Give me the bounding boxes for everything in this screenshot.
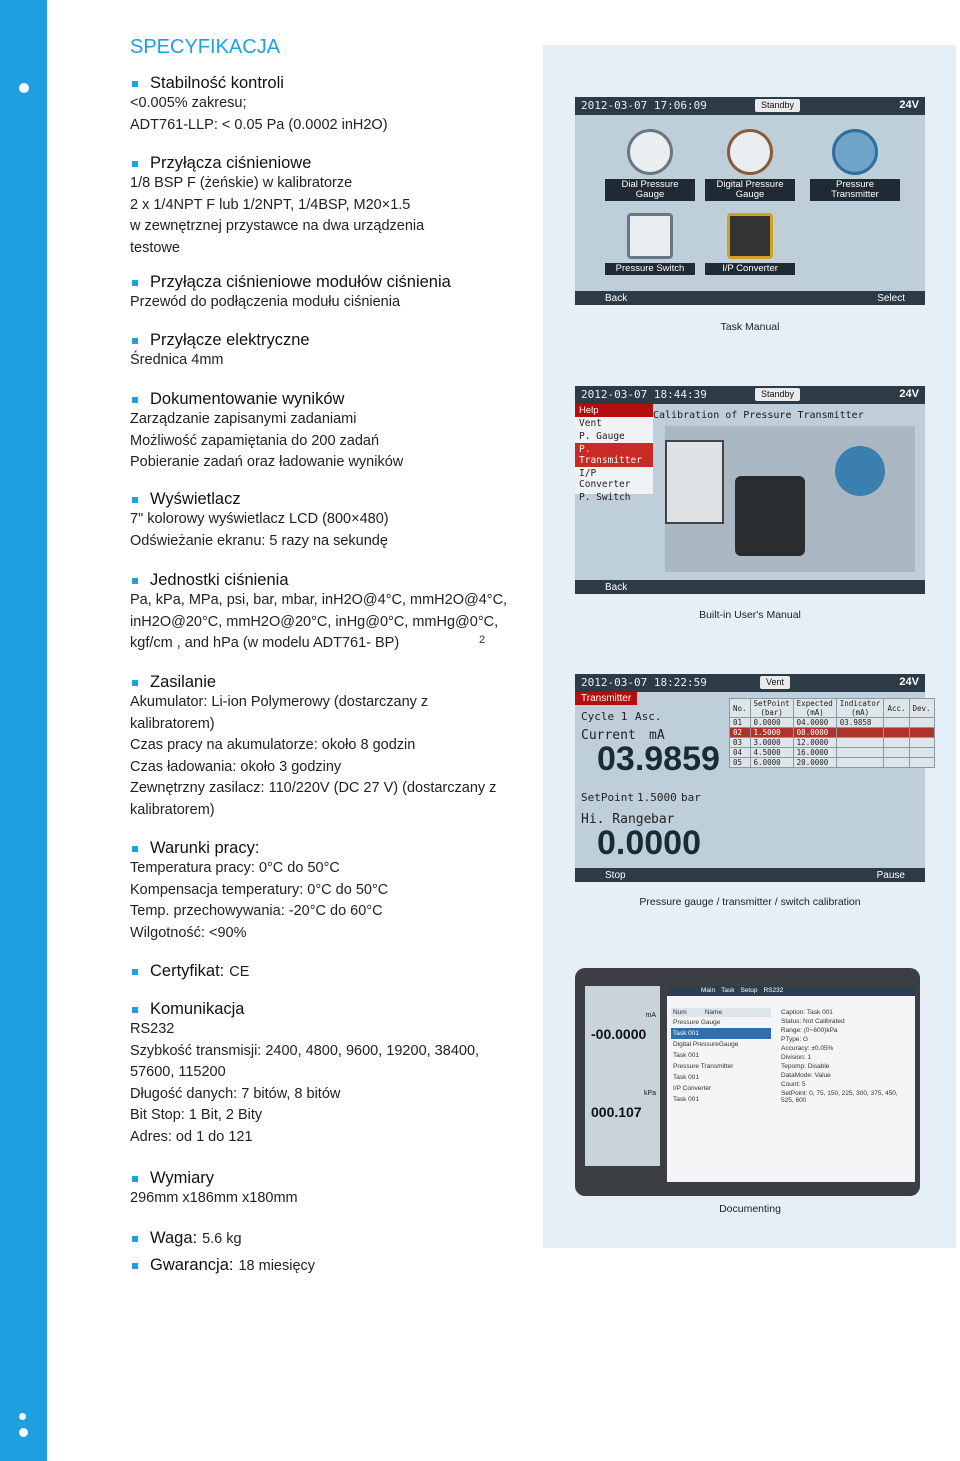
task-info <box>779 1008 909 1105</box>
cycle-label: Cycle 1 <box>581 710 628 723</box>
table-header-cell: Dev. <box>909 699 934 718</box>
tile-ip-converter[interactable]: I/P Converter <box>705 213 795 275</box>
spec-section <box>130 154 525 259</box>
spec-line: 296mm x186mm x180mm <box>130 1190 298 1206</box>
table-cell <box>884 718 909 728</box>
range-label: Hi. Range <box>581 812 652 827</box>
menu-item-vent[interactable]: Vent <box>579 418 602 429</box>
screenshot-task-manual <box>575 97 925 305</box>
spec-section <box>130 1000 525 1148</box>
info-row: DataMode: Value <box>781 1072 831 1079</box>
bullet-icon <box>132 81 138 87</box>
action-bar <box>575 291 925 305</box>
spec-section <box>130 74 525 136</box>
help-menu <box>575 404 653 503</box>
pressure-switch-icon <box>627 213 673 259</box>
heading-text: Wyświetlacz <box>150 490 241 508</box>
table-cell <box>836 738 884 748</box>
heading-text: Zasilanie <box>150 673 217 691</box>
table-cell: 16.0000 <box>793 748 836 758</box>
table-cell: 01 <box>730 718 751 728</box>
spec-section <box>130 1169 525 1210</box>
spec-line: Długość danych: 7 bitów, 8 bitów <box>130 1085 341 1102</box>
table-cell: 1.5000 <box>750 728 793 738</box>
info-row: Range: (0~600)kPa <box>781 1027 838 1034</box>
stop-button[interactable]: Stop <box>605 870 626 881</box>
current-label: Current <box>581 728 636 743</box>
section-heading <box>130 331 525 350</box>
spec-line: Możliwość zapamiętania do 200 zadań <box>130 432 380 449</box>
spec-section <box>130 571 525 655</box>
action-bar <box>575 868 925 882</box>
help-header: Help <box>575 404 653 417</box>
section-heading <box>130 1229 525 1248</box>
spec-line: ADT761-LLP: < 0.05 Pa (0.0002 inH2O) <box>130 116 388 133</box>
reading-2: 000.107 <box>591 1104 642 1120</box>
calibrator-icon <box>735 476 805 556</box>
spec-section <box>130 273 525 314</box>
transmitter-icon <box>832 129 878 175</box>
table-row[interactable] <box>730 738 935 748</box>
spec-line: kgf/cm , and hPa (w modelu ADT761- BP) <box>130 635 400 651</box>
current-value: 03.9859 <box>597 740 720 778</box>
spec-line: <0.005% zakresu; <box>130 95 247 111</box>
section-heading <box>130 154 525 173</box>
info-row: Caption: Task 001 <box>781 1009 833 1016</box>
table-cell <box>836 728 884 738</box>
table-cell <box>909 758 934 768</box>
select-button[interactable]: Select <box>877 293 905 304</box>
menu-item-transmitter[interactable]: P. Transmitter <box>575 443 653 467</box>
pause-button[interactable]: Pause <box>876 870 905 881</box>
caption-task-manual: Task Manual <box>720 321 780 333</box>
status-bar <box>575 674 925 692</box>
bullet-icon <box>132 969 138 975</box>
decor-dot <box>19 1428 28 1437</box>
menu-item-switch[interactable]: P. Switch <box>579 492 631 503</box>
bullet-icon <box>132 680 138 686</box>
list-item[interactable]: I/P Converter <box>673 1085 712 1092</box>
battery-voltage: 24V <box>899 99 919 111</box>
spec-line: Temperatura pracy: 0°C do 50°C <box>130 860 340 876</box>
digital-gauge-icon <box>727 129 773 175</box>
table-cell <box>884 738 909 748</box>
table-cell <box>909 738 934 748</box>
setpoint-unit: bar <box>681 791 701 804</box>
table-header-cell: SetPoint (bar) <box>750 699 793 718</box>
tile-pressure-switch[interactable]: Pressure Switch <box>605 213 695 275</box>
list-header <box>671 1008 771 1017</box>
timestamp: 2012-03-07 18:44:39 <box>581 388 707 401</box>
spec-line: kalibratorem) <box>130 715 215 732</box>
setpoint-label: SetPoint <box>581 791 634 804</box>
list-item[interactable]: Pressure Transmitter <box>673 1063 734 1070</box>
info-row: Tepomp: Disable <box>781 1063 830 1070</box>
list-header-cell: Name <box>704 1009 723 1016</box>
spec-line: Kompensacja temperatury: 0°C do 50°C <box>130 881 389 898</box>
table-cell: 04.0000 <box>793 718 836 728</box>
transmitter-icon <box>835 446 885 496</box>
calibrator-image <box>665 426 915 572</box>
table-cell <box>884 758 909 768</box>
table-cell: 08.0000 <box>793 728 836 738</box>
bullet-icon <box>132 161 138 167</box>
section-heading <box>130 74 525 93</box>
section-heading <box>130 1169 525 1188</box>
table-header-cell: Acc. <box>884 699 909 718</box>
table-cell <box>909 748 934 758</box>
spec-section <box>130 331 525 372</box>
spec-line: Akumulator: Li-ion Polymerowy (dostarczany z <box>130 694 429 710</box>
table-cell <box>836 758 884 768</box>
back-button[interactable]: Back <box>605 582 628 593</box>
sidebar-stripe <box>0 0 47 1461</box>
ip-converter-icon <box>727 213 773 259</box>
section-heading <box>130 571 525 590</box>
table-cell: 6.0000 <box>750 758 793 768</box>
screenshot-calibration <box>575 674 931 882</box>
table-cell: 03.9858 <box>836 718 884 728</box>
table-cell: 04 <box>730 748 751 758</box>
section-heading <box>130 1256 525 1275</box>
table-cell: 05 <box>730 758 751 768</box>
spec-line: kalibratorem) <box>130 801 215 818</box>
action-bar <box>575 580 925 594</box>
spec-line: Średnica 4mm <box>130 352 224 368</box>
heading-text: Wymiary <box>150 1169 215 1187</box>
superscript: 2 <box>479 634 486 646</box>
table-cell <box>909 718 934 728</box>
heading-value: 5.6 kg <box>202 1230 242 1247</box>
setpoint-value: 1.5000 <box>637 791 677 804</box>
spec-line: Zewnętrzny zasilacz: 110/220V (DC 27 V) (dostarczany z <box>130 780 497 796</box>
table-cell: 4.5000 <box>750 748 793 758</box>
list-item[interactable]: Task 001 <box>671 1028 771 1039</box>
spec-line: 7" kolorowy wyświetlacz LCD (800×480) <box>130 511 389 527</box>
heading-text: Przyłącze elektryczne <box>150 331 310 349</box>
section-heading <box>130 1000 525 1019</box>
table-cell: 02 <box>730 728 751 738</box>
direction-label: Asc. <box>635 710 662 723</box>
list-header-cell: Num <box>673 1009 687 1016</box>
heading-text: Przyłącza ciśnieniowe modułów ciśnienia <box>150 273 451 291</box>
bullet-icon <box>132 280 138 286</box>
heading-text: Komunikacja <box>150 1000 245 1018</box>
tile-transmitter[interactable]: Pressure Transmitter <box>810 129 900 201</box>
manual-title: Calibration of Pressure Transmitter <box>653 410 864 421</box>
heading-text: Jednostki ciśnienia <box>150 571 289 589</box>
caption-calibration: Pressure gauge / transmitter / switch calibration <box>639 896 861 908</box>
spec-line: 2 x 1/4NPT F lub 1/2NPT, 1/4BSP, M20×1.5 <box>130 196 411 213</box>
reading-1: -00.0000 <box>591 1026 647 1042</box>
spec-header <box>130 36 530 65</box>
bullet-icon <box>132 1176 138 1182</box>
reading-2-unit: kPa <box>643 1090 656 1097</box>
table-cell: 3.0000 <box>750 738 793 748</box>
status-bar <box>575 97 925 115</box>
info-row: Accuracy: ±0.05% <box>781 1045 834 1052</box>
current-unit: mA <box>649 728 665 743</box>
wiring-panel-icon <box>665 440 724 524</box>
spec-line: Wilgotność: <90% <box>130 924 247 941</box>
section-heading <box>130 390 525 409</box>
section-heading <box>130 273 525 292</box>
timestamp: 2012-03-07 17:06:09 <box>581 99 707 112</box>
spec-section <box>130 1256 525 1275</box>
bullet-icon <box>132 397 138 403</box>
info-row: Status: Not Calibrated <box>781 1018 845 1025</box>
heading-text: Warunki pracy: <box>150 839 260 857</box>
spec-line: 57600, 115200 <box>130 1064 226 1080</box>
list-item[interactable]: Pressure Gauge <box>673 1019 721 1026</box>
list-item[interactable]: Task 001 <box>673 1052 700 1059</box>
app-tab[interactable]: RS232 <box>763 987 784 994</box>
bullet-icon <box>132 578 138 584</box>
table-header-cell: Indicator (mA) <box>836 699 884 718</box>
section-heading <box>130 673 525 692</box>
table-cell <box>909 728 934 738</box>
spec-line: inH2O@20°C, mmH2O@20°C, inHg@0°C, mmHg@0°C, <box>130 613 499 630</box>
list-item[interactable]: Task 001 <box>673 1074 700 1081</box>
screenshot-documenting <box>575 968 920 1196</box>
table-cell <box>884 748 909 758</box>
bullet-icon <box>132 1263 138 1269</box>
back-button[interactable]: Back <box>605 293 628 304</box>
screenshot-user-manual <box>575 386 925 594</box>
app-tab[interactable]: Main <box>701 987 716 994</box>
bullet-icon <box>132 1007 138 1013</box>
section-heading <box>130 839 525 858</box>
spec-line: Czas pracy na akumulatorze: około 8 godzin <box>130 737 416 753</box>
spec-line: Adres: od 1 do 121 <box>130 1128 253 1145</box>
table-header-cell: Expected (mA) <box>793 699 836 718</box>
spec-line: Bit Stop: 1 Bit, 2 Bity <box>130 1107 263 1123</box>
info-row: PType: G <box>781 1036 809 1043</box>
heading-text: Dokumentowanie wyników <box>150 390 345 408</box>
table-cell: 20.0000 <box>793 758 836 768</box>
table-cell: 12.0000 <box>793 738 836 748</box>
spec-line: Szybkość transmisji: 2400, 4800, 9600, 19200, 38400, <box>130 1042 480 1059</box>
spec-section <box>130 839 525 944</box>
section-heading <box>130 962 525 981</box>
heading-text: Przyłącza ciśnieniowe <box>150 154 312 172</box>
table-row[interactable] <box>730 718 935 728</box>
task-list <box>671 1008 771 1105</box>
info-row: Division: 1 <box>781 1054 811 1061</box>
table-header <box>730 699 935 718</box>
caption-user-manual: Built-in User's Manual <box>699 609 801 621</box>
spec-section <box>130 490 525 552</box>
battery-voltage: 24V <box>899 676 919 688</box>
heading-value: CE <box>229 963 250 980</box>
section-heading <box>130 490 525 509</box>
tile-digital-gauge[interactable]: Digital Pressure Gauge <box>705 129 795 201</box>
table-row[interactable] <box>730 748 935 758</box>
mode-badge: Transmitter <box>575 692 637 705</box>
spec-line: Czas ładowania: około 3 godziny <box>130 758 342 775</box>
spec-line: Przewód do podłączenia modułu ciśnienia <box>130 294 401 310</box>
status-badge: Standby <box>755 388 800 401</box>
decor-dot <box>19 1413 26 1420</box>
spec-section <box>130 962 525 981</box>
spec-line: RS232 <box>130 1021 175 1037</box>
bullet-icon <box>132 497 138 503</box>
app-tabs <box>701 987 783 994</box>
info-row: SetPoint: 0, 75, 150, 225, 300, 375, 450, 525, 600 <box>781 1090 898 1104</box>
range-value: 0.0000 <box>597 824 701 862</box>
timestamp: 2012-03-07 18:22:59 <box>581 676 707 689</box>
status-bar <box>575 386 925 404</box>
list-item[interactable]: Task 001 <box>673 1096 700 1103</box>
spec-line: Odświeżanie ekranu: 5 razy na sekundę <box>130 532 388 549</box>
device-screen <box>585 986 660 1166</box>
heading-text: Gwarancja: <box>150 1256 234 1274</box>
heading-text: Stabilność kontroli <box>150 74 284 92</box>
setpoint-table <box>729 698 935 768</box>
status-badge: Standby <box>755 99 800 112</box>
bullet-icon <box>132 846 138 852</box>
spec-line: Zarządzanie zapisanymi zadaniami <box>130 411 357 427</box>
battery-voltage: 24V <box>899 388 919 400</box>
table-cell: 03 <box>730 738 751 748</box>
app-tab[interactable]: Task <box>721 987 735 994</box>
dial-gauge-icon <box>627 129 673 175</box>
menu-item-gauge[interactable]: P. Gauge <box>579 431 625 442</box>
app-tab[interactable]: Setup <box>740 987 758 994</box>
heading-text: Certyfikat: <box>150 962 225 980</box>
table-row[interactable] <box>730 728 935 738</box>
table-row[interactable] <box>730 758 935 768</box>
spec-section <box>130 673 525 821</box>
heading-value: 18 miesięcy <box>238 1257 316 1274</box>
caption-documenting: Documenting <box>719 1203 781 1215</box>
reading-1-unit: mA <box>645 1012 656 1019</box>
status-badge: Vent <box>760 676 790 689</box>
table-cell <box>836 748 884 758</box>
bullet-icon <box>132 338 138 344</box>
info-row: Count: 5 <box>781 1081 806 1088</box>
menu-item-converter[interactable]: I/P Converter <box>579 468 631 490</box>
spec-section <box>130 390 525 474</box>
table-cell <box>884 728 909 738</box>
heading-text: Waga: <box>150 1229 198 1247</box>
spec-line: w zewnętrznej przystawce na dwa urządzenia <box>130 218 425 234</box>
pc-software-window <box>667 986 915 1182</box>
spec-line: Pobieranie zadań oraz ładowanie wyników <box>130 454 404 470</box>
page-title: SPECYFIKACJA <box>130 36 281 58</box>
bullet-icon <box>132 1236 138 1242</box>
list-item[interactable]: Digital PressureGauge <box>673 1041 739 1048</box>
spec-line: Pa, kPa, MPa, psi, bar, mbar, inH2O@4°C, mmH2O@4°C, <box>130 592 508 608</box>
spec-line: testowe <box>130 239 180 256</box>
tile-dial-gauge[interactable]: Dial Pressure Gauge <box>605 129 695 201</box>
spec-section <box>130 1229 525 1248</box>
table-header-cell: No. <box>730 699 751 718</box>
spec-line: 1/8 BSP F (żeńskie) w kalibratorze <box>130 175 353 191</box>
table-cell: 0.0000 <box>750 718 793 728</box>
spec-line: Temp. przechowywania: -20°C do 60°C <box>130 903 383 919</box>
range-unit: bar <box>651 812 675 827</box>
decor-dot <box>19 83 29 93</box>
